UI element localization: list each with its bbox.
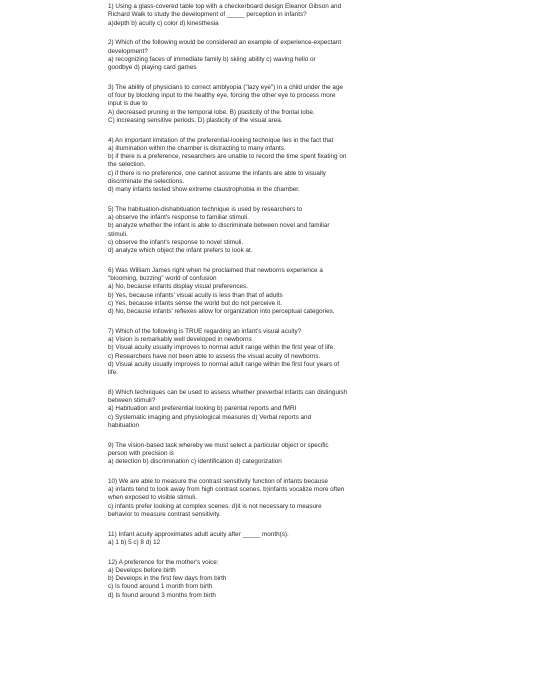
question-8-line: between stimuli? (108, 397, 156, 404)
question-10-line: a) infants tend to look away from high contrast scenes. b)infants vocalize more often (108, 486, 345, 493)
question-10 (108, 478, 396, 519)
question-document (108, 3, 396, 611)
question-4-line: b) if there is a preference, researchers are unable to record the time spent fixating on (108, 153, 347, 160)
question-8-line: a) Habituation and preferential looking b) parental reports and fMRI (108, 405, 297, 413)
question-2-line: development? (108, 47, 148, 55)
question-7-line: d) Visual acuity usually improves to normal adult range within the first four years of (108, 360, 340, 368)
question-5-line: a) observe the infant's response to familiar stimuli. (108, 214, 249, 221)
question-7-line: 7) Which of the following is TRUE regarding an infant's visual acuity? (108, 327, 302, 335)
question-12 (108, 559, 396, 600)
question-2-line: 2) Which of the following would be considered an example of experience-expectant (108, 39, 342, 47)
question-5-line: 5) The habituation-dishabituation technique is used by researchers to (108, 205, 303, 213)
question-7-line: a) Vision is remarkably well developed in newborns (108, 336, 252, 343)
question-7-line: b) Visual acuity usually improves to normal adult range within the first year of life. (108, 344, 335, 352)
question-8-line: c) Systematic imaging and physiological measures d) Verbal reports and (108, 413, 312, 421)
question-6-line: a) No, because infants display visual preferences. (108, 283, 248, 291)
question-9 (108, 442, 396, 467)
question-1-line: Richard Walk to study the development of _____ perception in infants? (108, 11, 307, 19)
question-9-line: person with precision is (108, 449, 174, 457)
question-12-line: d) Is found around 3 months from birth (108, 591, 216, 599)
question-5-line: stimuli. (108, 230, 128, 238)
question-2-line: goodbye d) playing card games (108, 64, 197, 71)
question-4-line: a) illumination within the chamber is distracting to many infants. (108, 144, 286, 152)
question-2-line: a) recognizing faces of immediate family b) skiing ability c) waving hello or (108, 55, 316, 63)
question-1-line: 1) Using a glass-covered table top with a checkerboard design Eleanor Gibson and (108, 3, 342, 10)
question-11-line: 11) Infant acuity approximates adult acuity after _____ month(s). (108, 530, 289, 538)
question-7-line: c) Researchers have not been able to assess the visual acuity of newborns. (108, 352, 321, 360)
question-4-line: 4) An important limitation of the preferential-looking technique lies in the fact that (108, 136, 334, 144)
question-1-line: a)depth b) acuity c) color d) kinesthesia (108, 19, 219, 27)
question-6 (108, 267, 396, 317)
question-4-line: discriminate the selections. (108, 177, 185, 185)
question-4 (108, 137, 396, 195)
question-7 (108, 328, 396, 378)
question-3-line: C) increasing sensitive periods. D) plasticity of the visual area. (108, 116, 283, 124)
question-2 (108, 39, 396, 72)
question-4-line: the selection. (108, 161, 146, 169)
question-12-line: a) Develops before birth (108, 566, 176, 574)
question-6-line: "blooming, buzzing" world of confusion (108, 275, 217, 282)
question-4-line: d) many infants tested show extreme claustrophobia in the chamber. (108, 186, 300, 193)
question-10-line: behavior to measure contrast sensitivity. (108, 510, 221, 518)
question-3-line: 3) The ability of physicians to correct amblyopia ("lazy eye") in a child under the age (108, 83, 343, 91)
question-9-line: 9) The vision-based task whereby we must select a particular object or specific (108, 441, 329, 449)
question-10-line: when exposed to visible stimuli. (108, 494, 197, 502)
question-11 (108, 531, 396, 548)
question-6-line: b) Yes, because infants' visual acuity is less than that of adults (108, 291, 283, 299)
question-8-line: habituation (108, 421, 140, 429)
question-3-line: A) decreased pruning in the temporal lobe. B) plasticity of the frontal lobe. (108, 108, 315, 116)
question-5 (108, 206, 396, 256)
question-9-line: a) detection b) discrimination c) identification d) categorization (108, 458, 282, 465)
question-4-line: c) if there is no preference, one cannot assume the infants are able to visually (108, 169, 326, 177)
question-8-line: 8) Which techniques can be used to assess whether preverbal infants can distinguish (108, 388, 348, 396)
question-12-line: 12) A preference for the mother's voice: (108, 558, 219, 566)
question-3 (108, 84, 396, 125)
question-11-line: a) 1 b) 5 c) 8 d) 12 (108, 538, 161, 546)
question-6-line: c) Yes, because infants sense the world but do not perceive it. (108, 299, 282, 307)
question-12-line: c) Is found around 1 month from birth (108, 583, 213, 591)
question-5-line: c) observe the infant's response to novel stimuli. (108, 238, 244, 246)
question-12-line: b) Develops in the first few days from birth (108, 575, 227, 582)
question-5-line: d) analyze which object the infant prefers to look at. (108, 247, 253, 254)
question-10-line: c) infants prefer looking at complex scenes. d)it is not necessary to measure (108, 502, 322, 510)
question-1 (108, 3, 396, 28)
question-5-line: b) analyze whether the infant is able to discriminate between novel and familiar (108, 222, 330, 230)
question-6-line: d) No, because infants' reflexes allow for organization into perceptual categories. (108, 308, 335, 315)
question-3-line: input is due to (108, 100, 148, 108)
question-6-line: 6) Was William James right when he proclaimed that newborns experience a (108, 266, 323, 274)
question-7-line: life. (108, 369, 118, 376)
question-10-line: 10) We are able to measure the contrast sensitivity function of infants because (108, 477, 328, 485)
question-3-line: of four by blocking input to the healthy eye, forcing the other eye to process more (108, 92, 336, 99)
question-8 (108, 389, 396, 430)
